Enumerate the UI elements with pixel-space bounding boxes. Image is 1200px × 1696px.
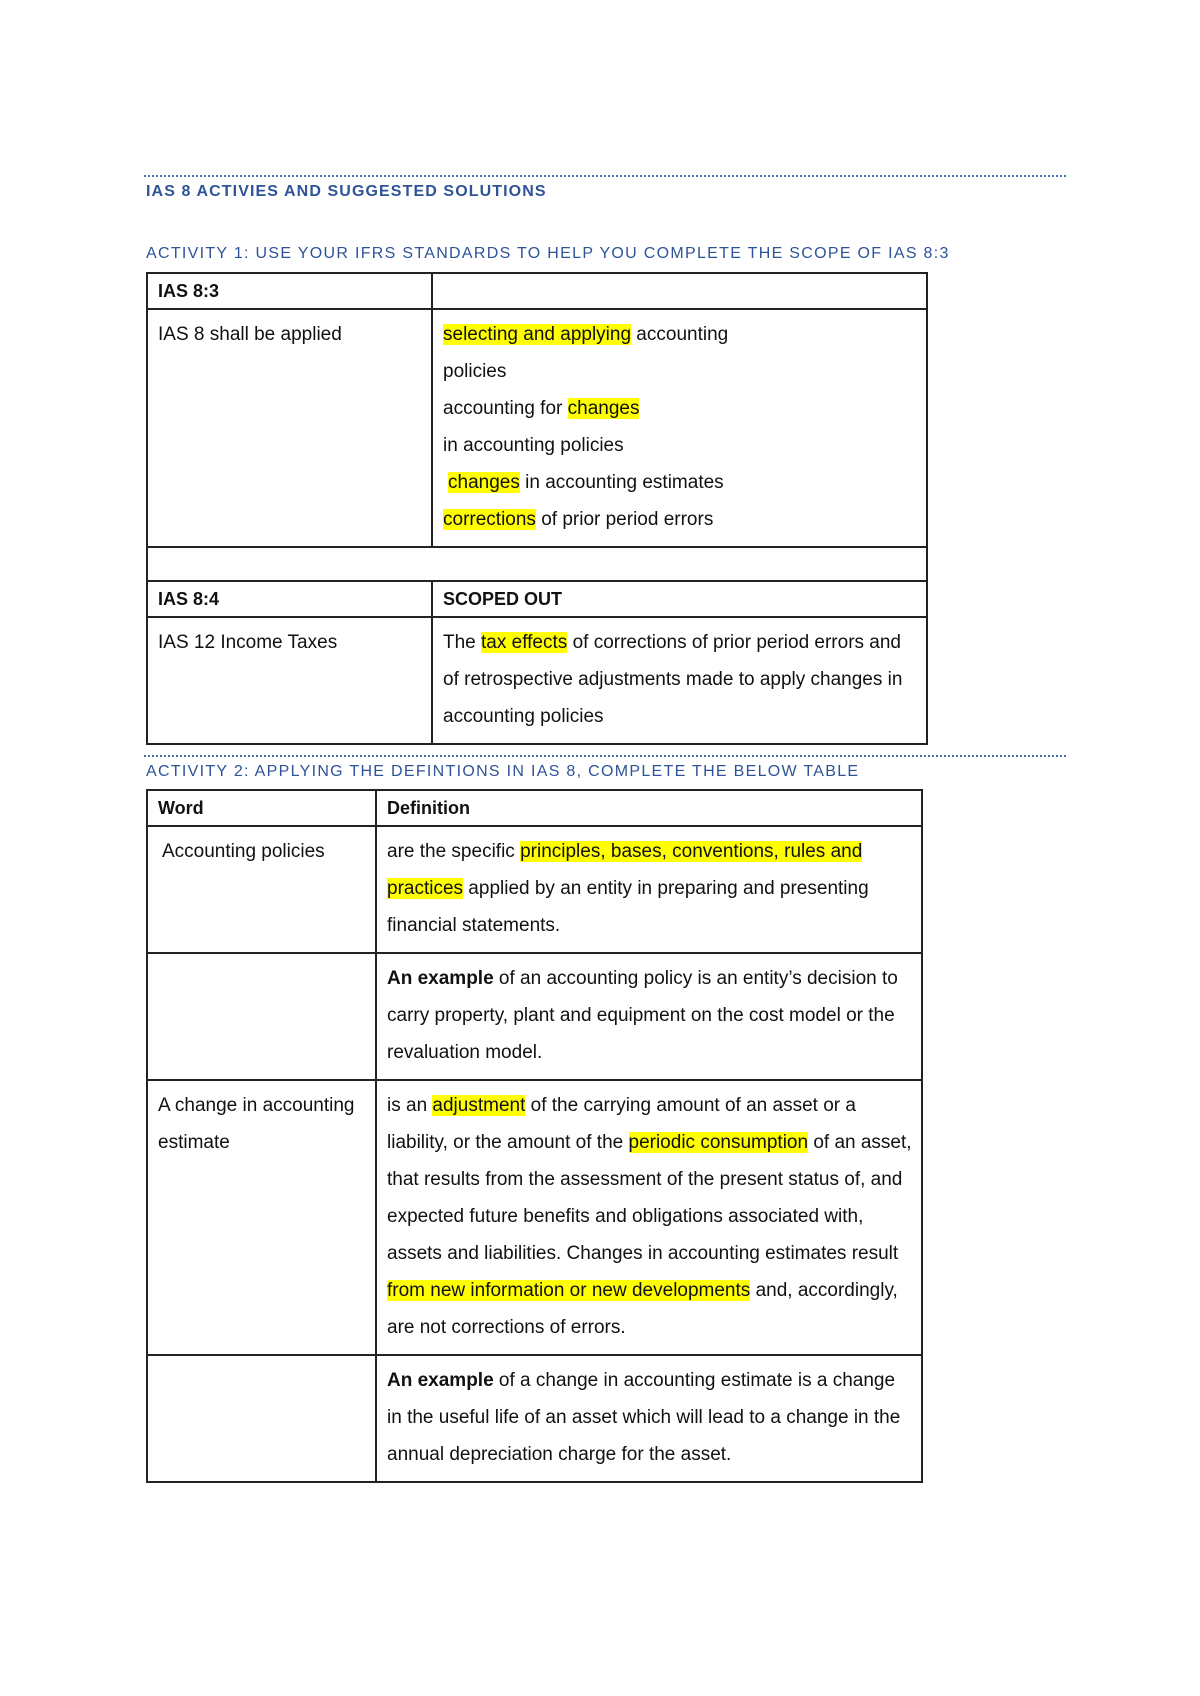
text: accounting for [443, 398, 568, 419]
text: of a change in accounting estimate is a change in the useful life of an asset which will lead to a change in the annual depreciation charge for the asset. [387, 1370, 901, 1465]
text: of prior period errors [535, 509, 714, 530]
text: applied by an entity in preparing and presenting financial statements. [387, 878, 869, 936]
highlight: changes [448, 472, 520, 493]
scoped-out-header-right: SCOPED OUT [432, 581, 927, 617]
table-row [147, 953, 922, 1080]
text: of corrections of prior period errors and of retrospective adjustments made to apply changes in accounting policies [443, 632, 903, 727]
table-row [147, 1355, 922, 1482]
highlight: selecting and applying [443, 324, 632, 345]
table-row [147, 790, 922, 826]
scope-header-left: IAS 8:3 [147, 273, 432, 309]
word-cell [147, 953, 376, 1080]
page-title: IAS 8 ACTIVIES AND SUGGESTED SOLUTIONS [146, 183, 547, 200]
highlight: principles, bases, conventions, rules and practices [387, 841, 863, 899]
top-rule [144, 175, 1066, 177]
scope-table [146, 272, 928, 745]
scope-line: policies [443, 361, 507, 382]
column-header-word: Word [147, 790, 376, 826]
text: accounting [631, 324, 729, 345]
highlight: adjustment [432, 1095, 526, 1116]
definition-cell [376, 953, 922, 1080]
text: are the specific [387, 841, 521, 862]
activity1-heading: ACTIVITY 1: USE YOUR IFRS STANDARDS TO HELP YOU COMPLETE THE SCOPE OF IAS 8:3 [146, 245, 950, 262]
column-header-definition: Definition [376, 790, 922, 826]
table-row [147, 273, 927, 309]
definitions-table [146, 789, 923, 1483]
scope-applied-list [432, 309, 927, 547]
table-row [147, 581, 927, 617]
scope-line [443, 390, 917, 427]
word-cell [147, 1355, 376, 1482]
text: The [443, 632, 482, 653]
text: is an [387, 1095, 433, 1116]
word-cell: A change in accounting estimate [147, 1080, 376, 1355]
text: of an asset, that results from the assessment of the present status of, and expected future benefits and obligations associated with, assets and liabilities. Changes in accounting estimates result [387, 1132, 912, 1264]
scoped-out-text [432, 617, 927, 744]
definition-cell [376, 1355, 922, 1482]
scope-header-right [432, 273, 927, 309]
bold-text: An example [387, 1370, 494, 1391]
highlight: periodic consumption [628, 1132, 809, 1153]
middle-rule [144, 755, 1066, 757]
activity2-heading: ACTIVITY 2: APPLYING THE DEFINTIONS IN IAS 8, COMPLETE THE BELOW TABLE [146, 763, 860, 780]
definition-cell [376, 1080, 922, 1355]
scope-line [443, 316, 917, 353]
text: of the carrying amount of an asset or a liability, or the amount of the [387, 1095, 856, 1153]
table-row [147, 617, 927, 744]
word-cell: Accounting policies [147, 826, 376, 953]
scope-applied-label: IAS 8 shall be applied [147, 309, 432, 547]
text: in accounting estimates [519, 472, 724, 493]
empty-cell [147, 547, 927, 581]
scope-line [443, 464, 917, 501]
highlight: from new information or new developments [387, 1280, 751, 1301]
table-row [147, 547, 927, 581]
scoped-out-header-left: IAS 8:4 [147, 581, 432, 617]
table-row [147, 309, 927, 547]
scope-line [443, 501, 917, 538]
table-row [147, 1080, 922, 1355]
bold-text: An example [387, 968, 494, 989]
definition-cell [376, 826, 922, 953]
scoped-out-label: IAS 12 Income Taxes [147, 617, 432, 744]
highlight: changes [567, 398, 640, 419]
table-row [147, 826, 922, 953]
scope-line: in accounting policies [443, 435, 624, 456]
text: and, accordingly, are not corrections of errors. [387, 1280, 898, 1338]
highlight: corrections [443, 509, 536, 530]
highlight: tax effects [481, 632, 568, 653]
text: of an accounting policy is an entity’s decision to carry property, plant and equipment on the cost model or the revaluation model. [387, 968, 898, 1063]
